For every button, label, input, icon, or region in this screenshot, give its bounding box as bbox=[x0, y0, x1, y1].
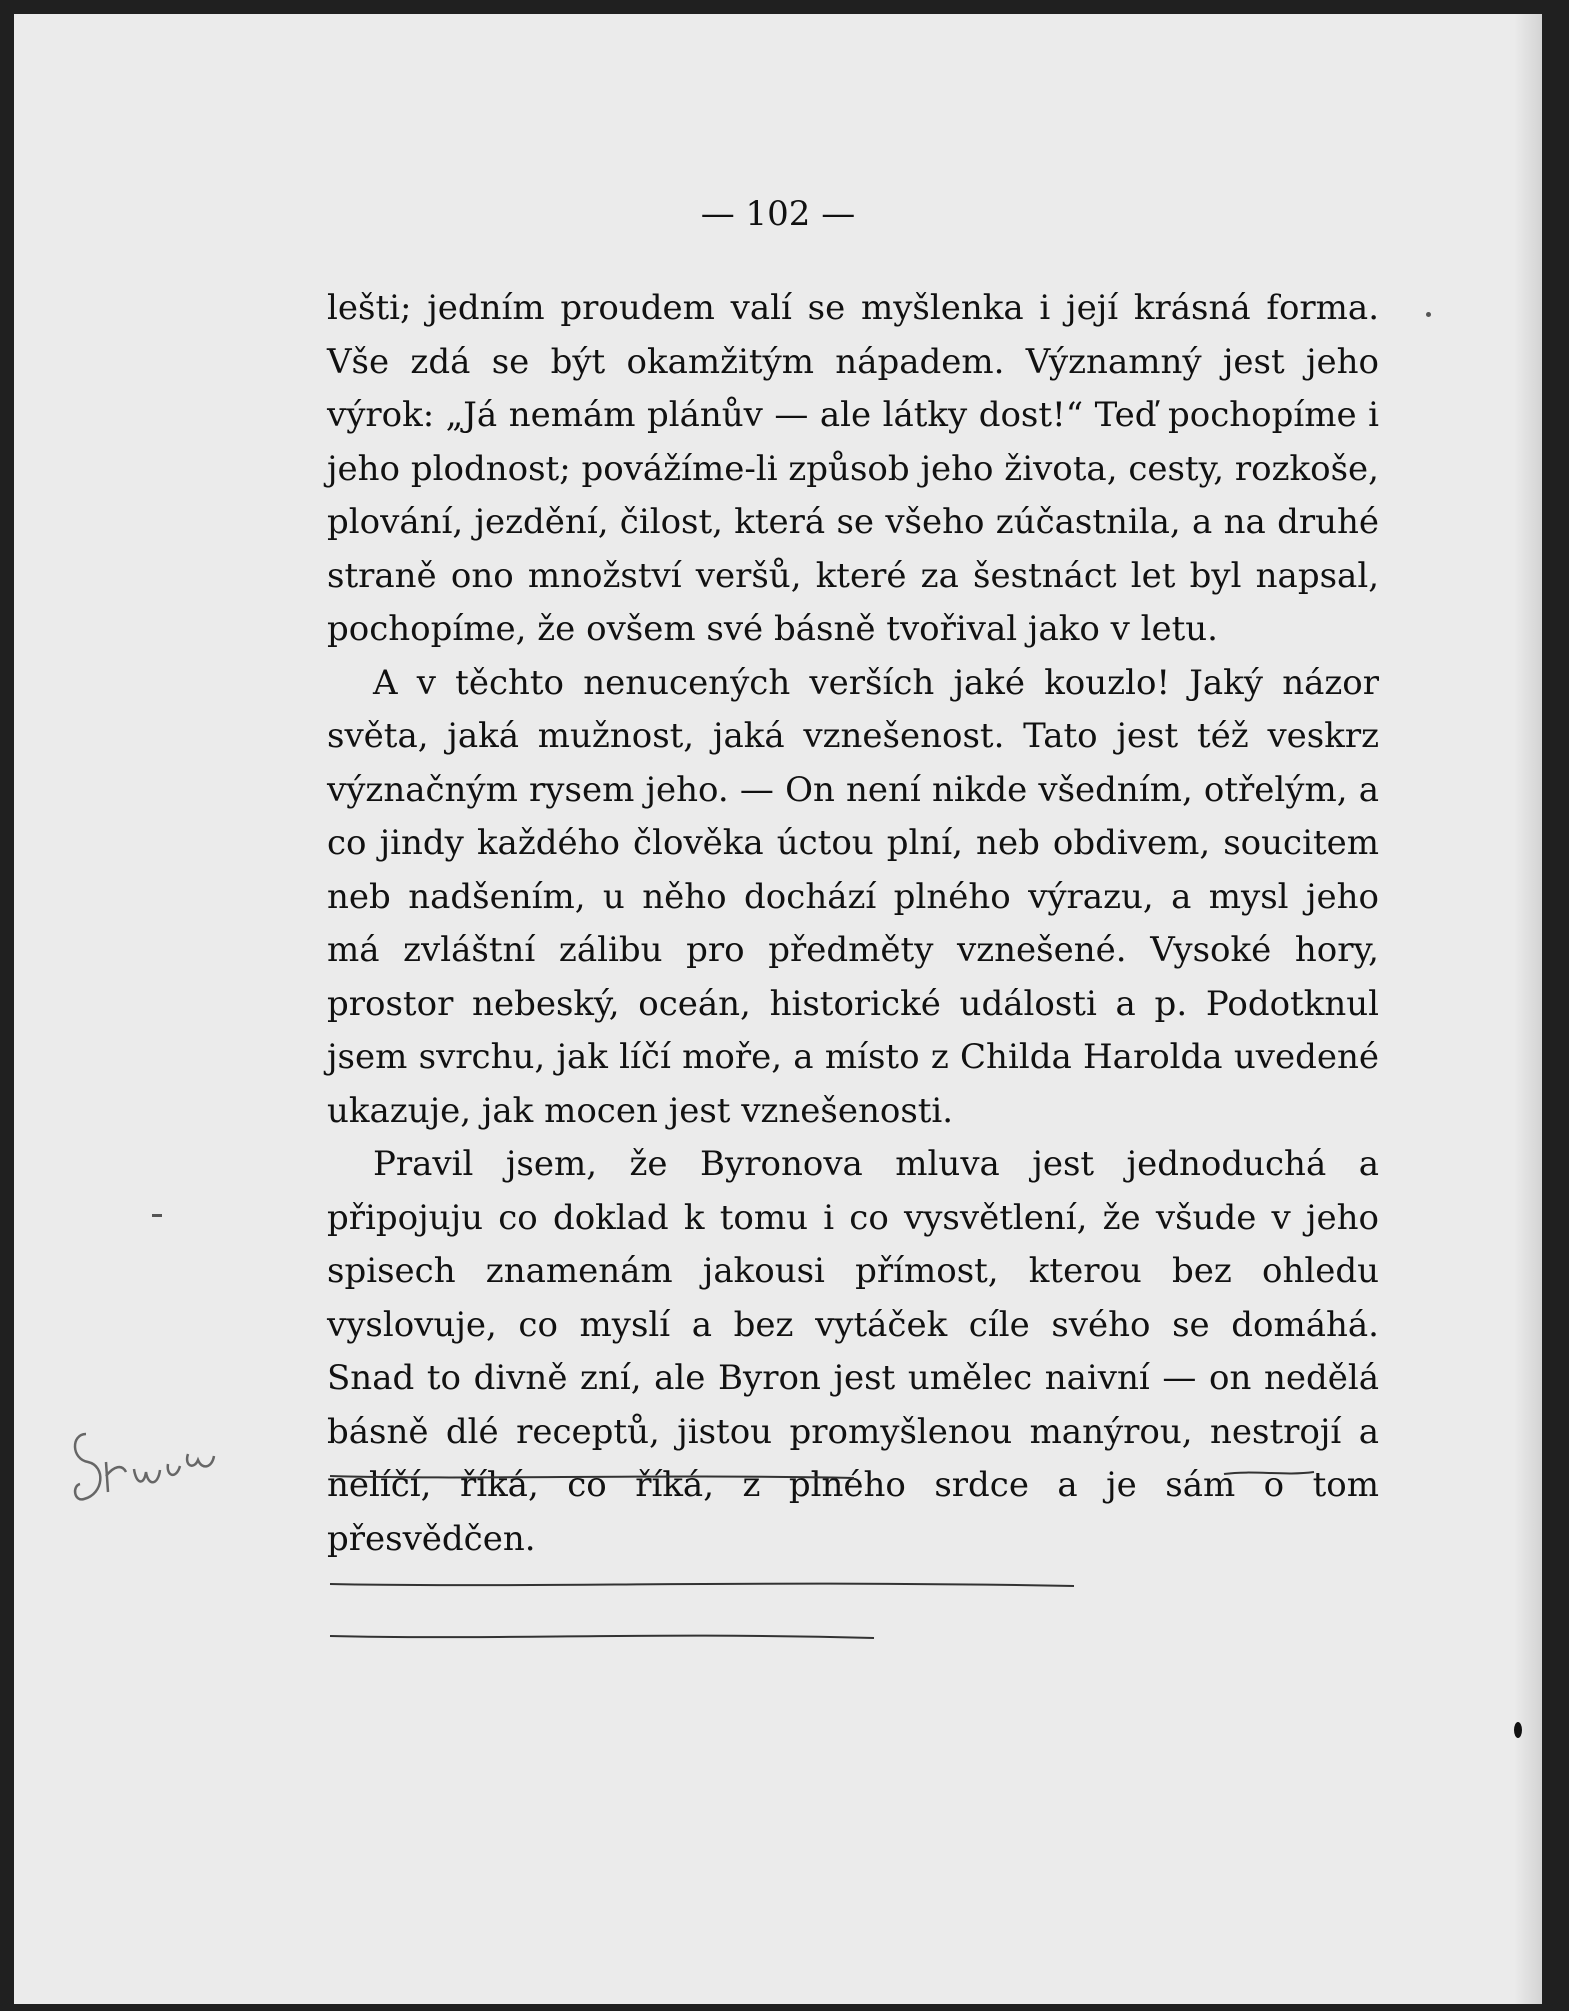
handwritten-margin-note bbox=[66, 1414, 236, 1524]
body-text bbox=[327, 282, 1379, 1566]
scan-dot bbox=[1426, 312, 1431, 317]
scan-mark bbox=[1514, 1722, 1522, 1738]
page-edge-shadow bbox=[1514, 14, 1542, 2004]
page-number: — 102 — bbox=[700, 194, 856, 234]
paragraph-1: lešti; jedním proudem valí se myšlenka i její krásná forma. Vše zdá se být okamžitým nápadem. Významný jest jeho výrok: „Já nemám plánův — ale látky dost!“ Teď pochopíme i jeho plodnost; povážíme-li způsob jeho života, cesty, rozkoše, plování, jezdění, čilost, která se všeho zúčastnila, a na druhé straně ono množství veršů, které za šestnáct let byl napsal, pochopíme, že ovšem své básně tvořival jako v letu. bbox=[327, 288, 1379, 649]
scan-dash bbox=[152, 1214, 162, 1217]
paragraph-3: Pravil jsem, že Byronova mluva jest jednoduchá a připojuju co doklad k tomu i co vysvětlení, že všude v jeho spisech znamenám jakousi přímost, kterou bez ohledu vyslovuje, co myslí a bez vytáček cíle svého se domáhá. Snad to divně zní, ale Byron jest umělec naivní — on nedělá básně dlé receptů, jistou promyšlenou manýrou, nestrojí a nelíčí, říká, co říká, z plného srdce a je sám o tom přesvědčen. bbox=[327, 1144, 1379, 1559]
book-page bbox=[14, 14, 1542, 2004]
paragraph-2: A v těchto nenucených verších jaké kouzlo! Jaký názor světa, jaká mužnost, jaká vznešenost. Tato jest též veskrz význačným rysem jeho. — On není nikde všedním, otřelým, a co jindy každého člověka úctou plní, neb obdivem, soucitem neb nadšením, u něho dochází plného výrazu, a mysl jeho má zvláštní zálibu pro předměty vznešené. Vysoké hory, prostor nebeský, oceán, historické události a p. Podotknul jsem svrchu, jak líčí moře, a místo z Childa Harolda uvedené ukazuje, jak mocen jest vznešenosti. bbox=[327, 662, 1379, 1131]
